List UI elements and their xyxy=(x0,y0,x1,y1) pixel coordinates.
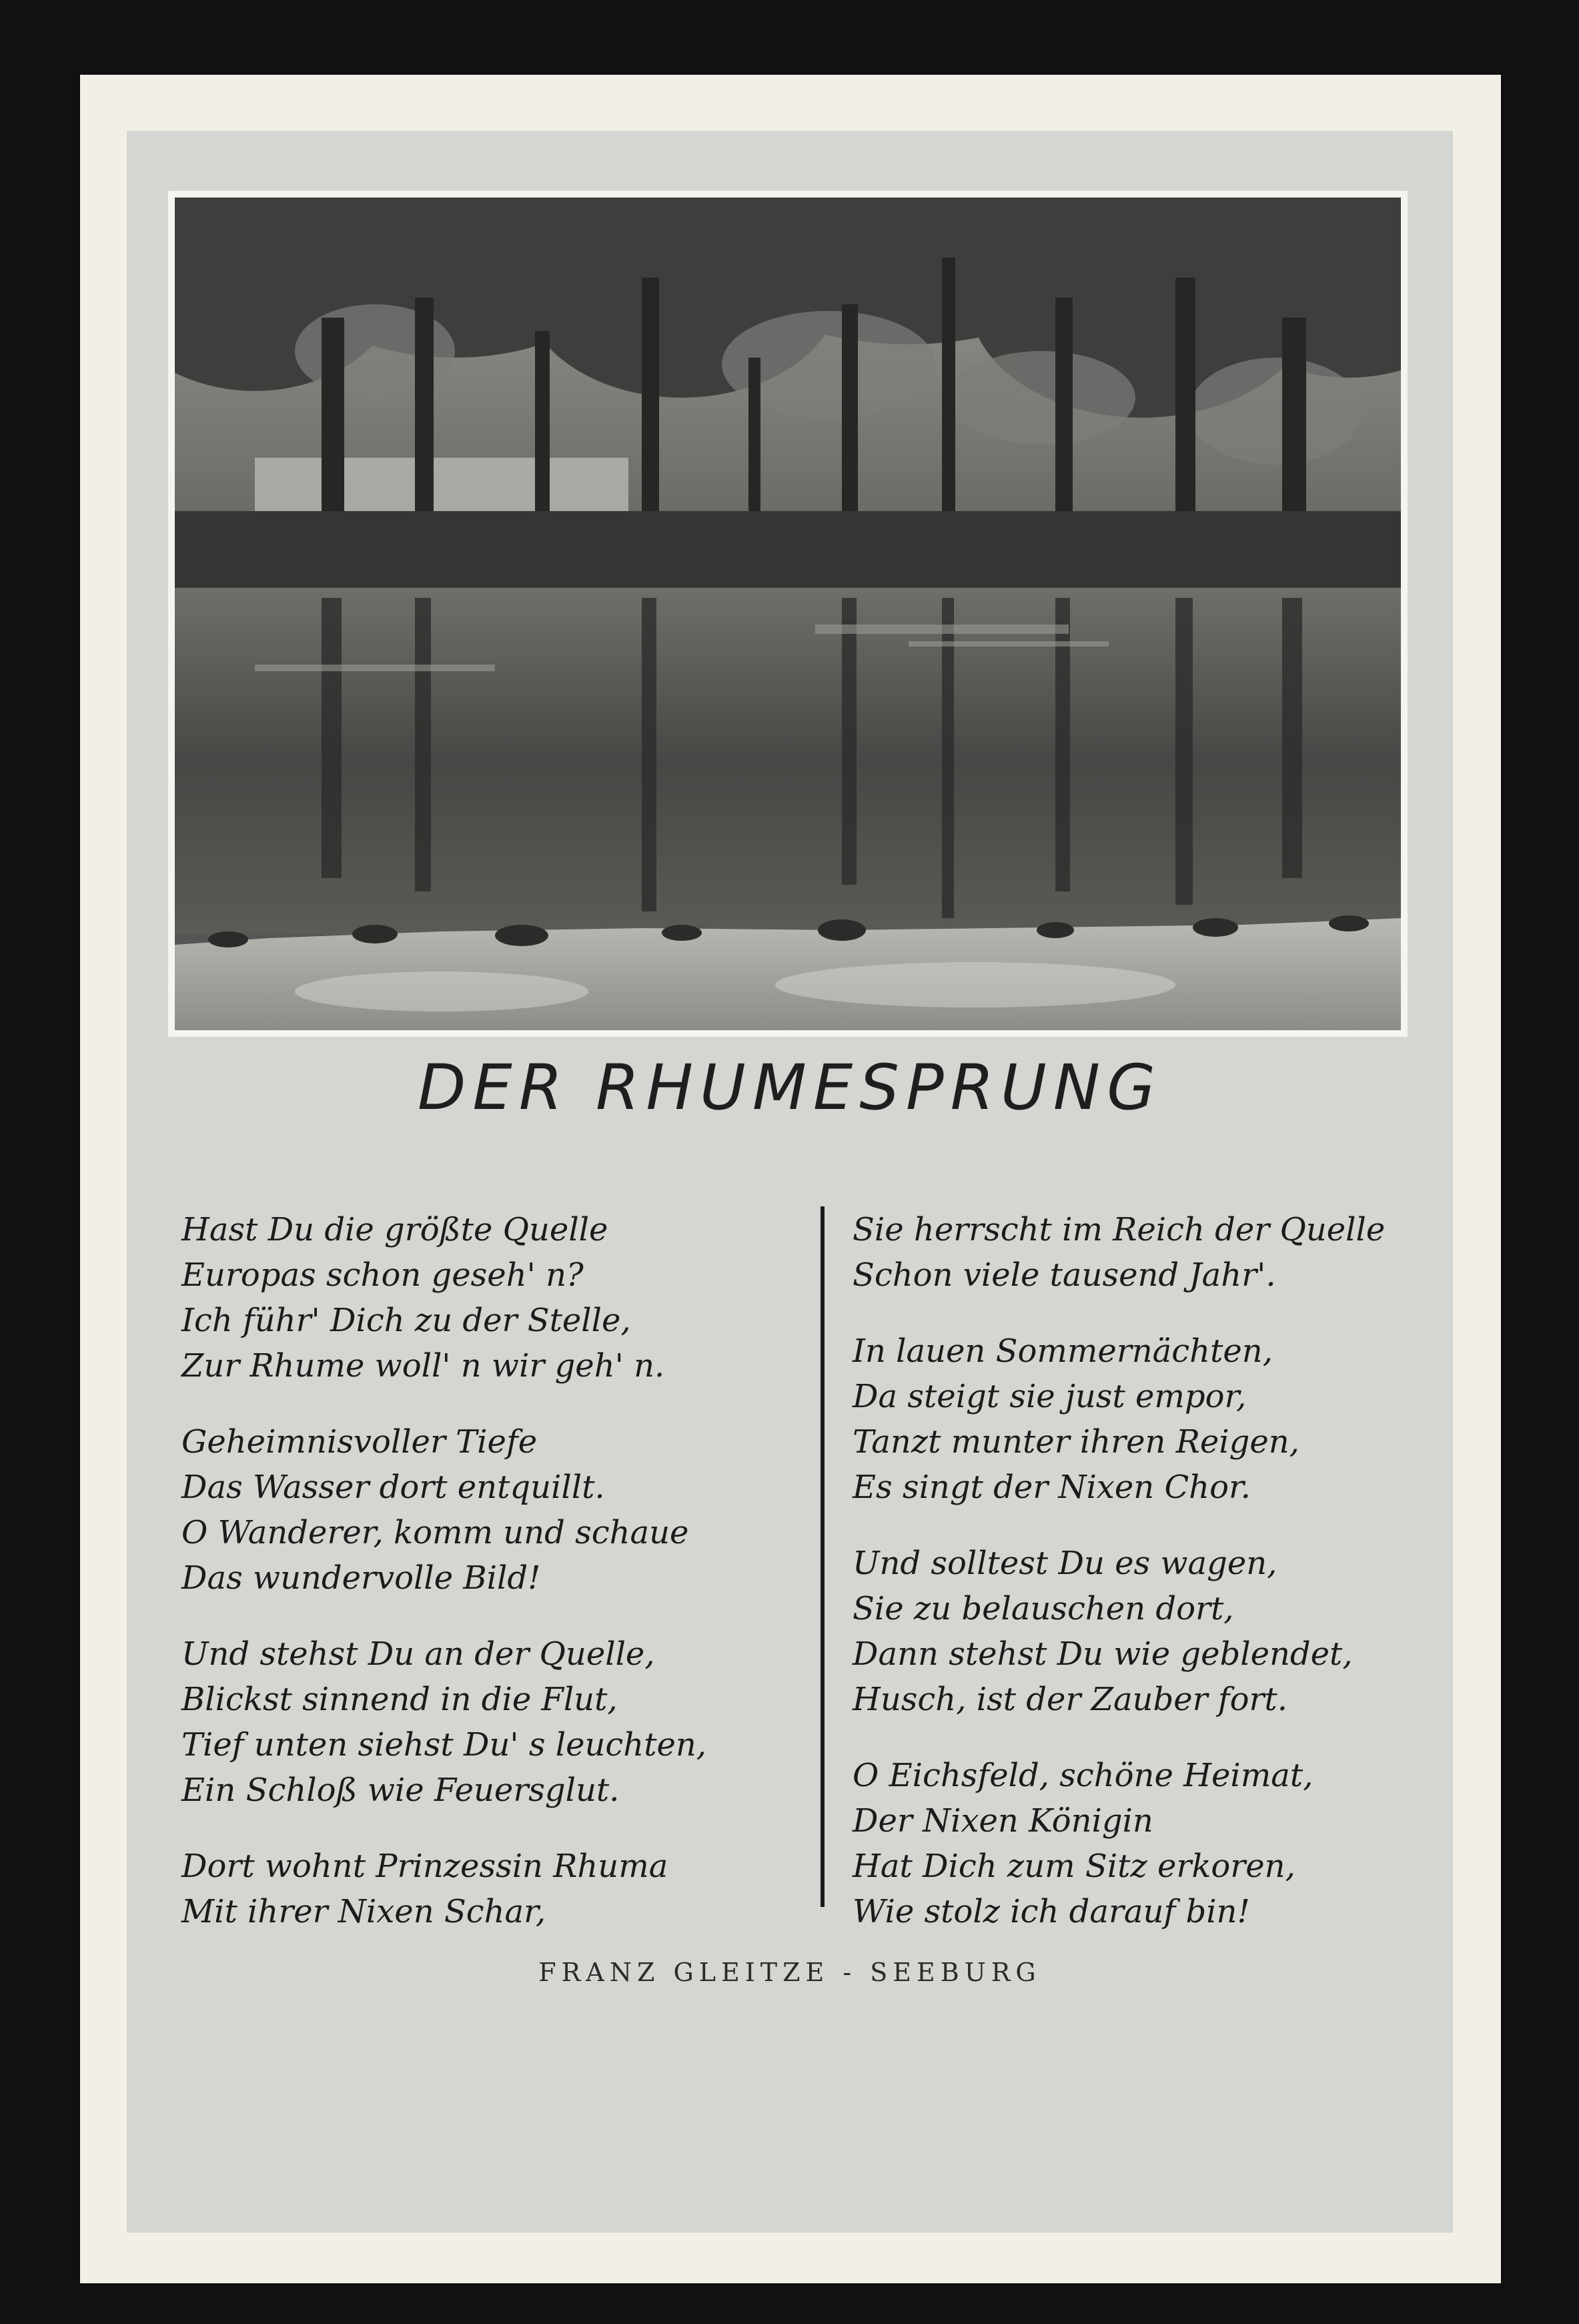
stanza xyxy=(181,1844,768,1934)
postcard xyxy=(80,75,1501,2283)
poem-title: DER RHUMESPRUNG xyxy=(418,1052,1162,1124)
column-divider xyxy=(821,1206,825,1907)
poem-line: Es singt der Nixen Chor. xyxy=(853,1469,1251,1506)
poem-line: In lauen Sommernächten, xyxy=(853,1332,1273,1370)
poem-line: Dort wohnt Prinzessin Rhuma xyxy=(181,1848,668,1885)
poem-line: Europas schon geseh' n? xyxy=(181,1256,584,1294)
poem-line: Da steigt sie just empor, xyxy=(853,1378,1247,1415)
stanza xyxy=(181,1631,768,1813)
stanza xyxy=(853,1328,1440,1510)
stanza xyxy=(181,1419,768,1601)
poem-line: O Eichsfeld, schöne Heimat, xyxy=(853,1757,1313,1794)
poem-line: Sie zu belauschen dort, xyxy=(853,1590,1234,1627)
poem-line: Mit ihrer Nixen Schar, xyxy=(181,1893,546,1930)
poem-line: Und stehst Du an der Quelle, xyxy=(181,1635,655,1673)
poem-line: O Wanderer, komm und schaue xyxy=(181,1514,689,1551)
poem-line: Blickst sinnend in die Flut, xyxy=(181,1681,618,1718)
poem-line: Husch, ist der Zauber fort. xyxy=(853,1681,1287,1718)
poem-line: Der Nixen Königin xyxy=(853,1802,1153,1840)
poem-line: Hat Dich zum Sitz erkoren, xyxy=(853,1848,1295,1885)
poem-line: Und solltest Du es wagen, xyxy=(853,1545,1277,1582)
poem-line: Zur Rhume woll' n wir geh' n. xyxy=(181,1347,665,1385)
card-panel xyxy=(127,131,1453,2233)
stanza xyxy=(853,1541,1440,1722)
forest-pond-photo xyxy=(175,198,1401,1030)
poem-line: Ich führ' Dich zu der Stelle, xyxy=(181,1302,631,1339)
author-credit: FRANZ GLEITZE - SEEBURG xyxy=(538,1958,1041,1987)
poem-right-column xyxy=(853,1207,1440,1965)
stanza xyxy=(181,1207,768,1389)
stanza xyxy=(853,1753,1440,1934)
poem-line: Tanzt munter ihren Reigen, xyxy=(853,1423,1299,1461)
poem-line: Hast Du die größte Quelle xyxy=(181,1211,608,1248)
stanza xyxy=(853,1207,1440,1298)
poem-left-column xyxy=(181,1207,768,1965)
poem-line: Wie stolz ich darauf bin! xyxy=(853,1893,1250,1930)
poem-line: Ein Schloß wie Feuersglut. xyxy=(181,1772,620,1809)
poem-line: Dann stehst Du wie geblendet, xyxy=(853,1635,1353,1673)
photo-frame xyxy=(168,191,1408,1037)
poem-line: Tief unten siehst Du' s leuchten, xyxy=(181,1726,707,1764)
poem-line: Geheimnisvoller Tiefe xyxy=(181,1423,538,1461)
poem-line: Das Wasser dort entquillt. xyxy=(181,1469,605,1506)
poem-line: Das wundervolle Bild! xyxy=(181,1559,541,1597)
poem-line: Schon viele tausend Jahr'. xyxy=(853,1256,1276,1294)
poem-line: Sie herrscht im Reich der Quelle xyxy=(853,1211,1386,1248)
